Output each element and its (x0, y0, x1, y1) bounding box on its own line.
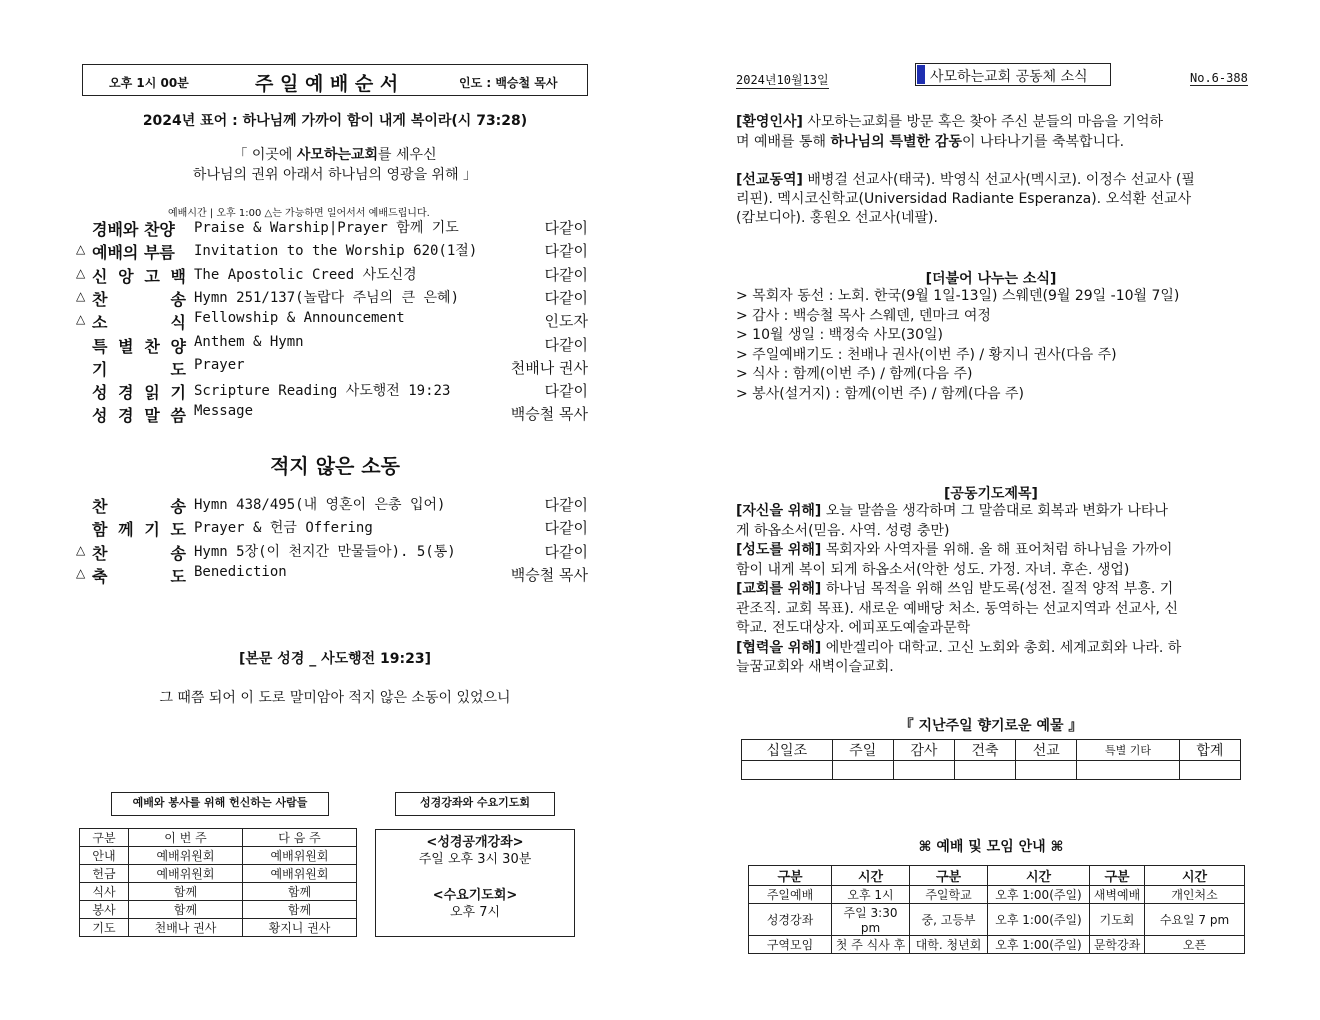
table-cell: 주일학교 (910, 886, 988, 904)
order-item (76, 517, 588, 539)
prayer-tag: [성도를 위해] (736, 542, 822, 558)
servants-header: 이 번 주 (129, 829, 243, 847)
order-item (76, 240, 588, 262)
order-item-detail: Message (194, 403, 254, 420)
order-item-label: 성 경 말 씀 (92, 406, 186, 426)
welcome-section: [환영인사] 사모하는교회를 방문 혹은 찾아 주신 분들의 마음을 기억하 며 예배를 통해 하나님의 특별한 감동이 나타나기를 축복합니다. (736, 114, 1164, 150)
order-item-detail: Benediction (194, 563, 287, 580)
order-item-label: 축 도 (92, 566, 186, 586)
table-cell: 오후 1:00(주일) (988, 904, 1090, 936)
order-item-leader: 다같이 (544, 382, 588, 401)
lecture-title: <성경공개강좌> (426, 835, 524, 850)
table-cell: 주일예배 (749, 886, 832, 904)
stand-marker-icon: △ (76, 312, 86, 327)
prayer-meeting-title: <수요기도회> (432, 888, 518, 903)
meetings-header: 구분 (1090, 866, 1145, 886)
table-cell: 함께 (129, 901, 243, 919)
meetings-header: 구분 (749, 866, 832, 886)
stand-marker-icon: △ (76, 288, 86, 303)
order-item-detail: Scripture Reading 사도행전 19:23 (194, 383, 451, 400)
order-item-detail: Prayer & 헌금 Offering (194, 520, 373, 537)
prayer-tag: [협력을 위해] (736, 639, 822, 656)
table-cell: 함께 (129, 883, 243, 901)
stand-marker-icon: △ (76, 542, 86, 557)
prayer-tag: [자신을 위해] (736, 503, 822, 519)
order-item (76, 541, 588, 563)
order-item-label: 예배의 부름 (92, 243, 175, 263)
list-item: > 목회자 동선 : 노회. 한국(9월 1일-13일) 스웨덴(9월 29일 -10월 7일) (736, 288, 1180, 304)
table-cell (893, 761, 954, 780)
table-cell: 함께 (243, 901, 357, 919)
offering-title: 『 지난주일 향기로운 예물 』 (899, 718, 1083, 734)
order-item-label: 특 별 찬 양 (92, 336, 186, 356)
meetings-header: 구분 (910, 866, 988, 886)
table-cell: 예배위원회 (243, 847, 357, 865)
order-item (76, 564, 588, 586)
offering-table (741, 739, 1241, 780)
table-cell (954, 761, 1015, 780)
table-cell: 새벽예배 (1090, 886, 1145, 904)
meetings-heading (736, 836, 1246, 856)
order-item-label: 찬 송 (92, 543, 186, 563)
service-note: 예배시간 | 오후 1:00 △는 가능하면 일어서서 예배드립니다. (168, 208, 430, 219)
order-item-detail: Hymn 438/495(내 영혼이 은총 입어) (194, 497, 446, 513)
prayer-item: [자신을 위해] 오늘 말씀을 생각하며 그 말씀대로 회복과 변화가 나타나 게 하옵소서(믿음. 사역. 성령 충만) (736, 503, 1168, 539)
order-item-label: 경배와 찬양 (92, 220, 175, 239)
servants-header: 다 음 주 (243, 829, 357, 847)
bible-study-title: 성경강좌와 수요기도회 (395, 792, 555, 816)
order-item-detail: Anthem & Hymn (194, 333, 304, 350)
order-item-label: 찬 송 (92, 497, 186, 516)
service-title: 주 일 예 배 순 서 (255, 73, 399, 95)
lecture-time: 주일 오후 3시 30분 (418, 852, 532, 867)
table-cell: 수요일 7 pm (1145, 904, 1245, 936)
meetings-deco-icon: ⌘ (1050, 839, 1064, 855)
order-item (76, 403, 588, 425)
order-item-leader: 다같이 (544, 335, 588, 354)
order-item-label: 함 께 기 도 (92, 520, 186, 540)
table-cell: 식사 (80, 883, 129, 901)
meetings-header: 시간 (832, 866, 910, 886)
table-cell: 주일 3:30 pm (832, 904, 910, 936)
order-item (76, 264, 588, 286)
bible-study-box (375, 829, 575, 937)
table-cell (742, 761, 833, 780)
order-item-leader: 다같이 (544, 265, 588, 284)
stand-marker-icon: △ (76, 565, 86, 580)
mission-section: [선교동역] 배병걸 선교사(태국). 박영식 선교사(멕시코). 이정수 선교사 (필 리핀). 멕시코신학교(Universidad Radiante Esperanza). 오석환 선교사 (캄보디아). 홍원오 선교사(네팔). (736, 172, 1195, 226)
year-motto: 2024년 표어 : 하나님께 가까이 함이 내게 복이라(시 73:28) (142, 113, 528, 129)
table-cell: 오후 1:00(주일) (988, 936, 1090, 954)
table-cell: 황지니 권사 (243, 919, 357, 937)
prayer-tag: [교회를 위해] (736, 581, 822, 597)
sermon-title: 적지 않은 소동 (270, 454, 400, 478)
prayer-title: [공동기도제목] (944, 486, 1038, 502)
table-cell: 함께 (243, 883, 357, 901)
stand-marker-icon: △ (76, 265, 86, 280)
order-item (76, 334, 588, 356)
order-item-detail: Fellowship & Announcement (194, 310, 405, 327)
prayer-meeting-time: 오후 7시 (449, 905, 501, 920)
service-time: 오후 1시 00분 (109, 76, 189, 90)
table-cell: 봉사 (80, 901, 129, 919)
table-cell: 천배나 권사 (129, 919, 243, 937)
meetings-header: 시간 (988, 866, 1090, 886)
table-cell: 개인처소 (1145, 886, 1245, 904)
table-cell: 기도 (80, 919, 129, 937)
table-cell (832, 761, 893, 780)
table-cell: 중, 고등부 (910, 904, 988, 936)
scripture-title: [본문 성경 _ 사도행전 19:23] (238, 651, 432, 667)
order-item-detail: Praise & Warship|Prayer 함께 기도 (194, 220, 459, 236)
stand-marker-icon: △ (76, 242, 86, 257)
order-item-label: 소 식 (92, 313, 186, 333)
prayer-item: [성도를 위해] 목회자와 사역자를 위해. 올 해 표어처럼 하나님을 가까이 함이 내게 복이 되게 하옵소서(악한 성도. 가정. 자녀. 후손. 생업) (736, 542, 1173, 578)
prayer-list (736, 502, 1246, 678)
order-item-leader: 다같이 (544, 519, 588, 538)
meetings-title: 예배 및 모임 안내 (936, 839, 1046, 855)
order-item (76, 380, 588, 402)
list-item: > 봉사(설거지) : 함께(이번 주) / 함께(다음 주) (736, 385, 1024, 402)
order-item (76, 494, 588, 516)
order-item-label: 찬 송 (92, 289, 186, 309)
order-item-leader: 천배나 권사 (510, 358, 588, 377)
order-item-detail: Hymn 251/137(놀랍다 주님의 큰 은혜) (194, 289, 460, 306)
order-item-leader: 다같이 (544, 496, 588, 514)
list-item: > 감사 : 백승철 목사 스웨덴, 덴마크 여정 (736, 307, 991, 324)
welcome-tag: [환영인사] (736, 114, 803, 130)
order-item-detail: Prayer (194, 356, 245, 373)
order-item-leader: 다같이 (544, 288, 588, 307)
order-item (76, 217, 588, 239)
bulletin-number: No.6-388 (1190, 71, 1248, 85)
dedication (82, 145, 588, 185)
list-item: > 10월 생일 : 백정숙 사모(30일) (736, 327, 943, 343)
offering-header: 건축 (954, 740, 1015, 761)
table-cell: 예배위원회 (243, 865, 357, 883)
order-item-leader: 다같이 (544, 242, 588, 261)
order-item-leader: 인도자 (544, 312, 588, 331)
prayer-item: [협력을 위해] 에반겔리아 대학교. 고신 노회와 총회. 세계교회와 나라. 하 늘꿈교회와 새벽이슬교회. (736, 639, 1182, 675)
news-header-title: 사모하는교회 공동체 소식 (930, 69, 1088, 85)
prayer-item: [교회를 위해] 하나님 목적을 위해 쓰임 받도록(성전. 질적 양적 부흥. 기 관조직. 교회 목표). 새로운 예배당 처소. 동역하는 선교지역과 선교사, 신 학교. 전도대상자. 에피포도예술과문학 (736, 581, 1178, 636)
order-item-detail: The Apostolic Creed 사도신경 (194, 266, 417, 283)
table-cell: 기도회 (1090, 904, 1145, 936)
service-header (82, 64, 588, 96)
scripture-text: 그 때쯤 되어 이 도로 말미암아 적지 않은 소동이 있었으니 (159, 690, 511, 706)
table-cell: 대학. 청년회 (910, 936, 988, 954)
offering-header: 선교 (1016, 740, 1077, 761)
table-cell (1016, 761, 1077, 780)
dedication-line2: 하나님의 권위 아래서 하나님의 영광을 위해 」 (192, 167, 478, 183)
offering-header: 주일 (832, 740, 893, 761)
table-cell: 성경강좌 (749, 904, 832, 936)
offering-header: 십일조 (742, 740, 833, 761)
order-item-detail: Hymn 5장(이 천지간 만물들아). 5(통) (194, 543, 456, 560)
table-cell: 안내 (80, 847, 129, 865)
service-leader: 인도 : 백승철 목사 (459, 76, 558, 90)
order-item-label: 성 경 읽 기 (92, 383, 186, 403)
table-cell: 예배위원회 (129, 847, 243, 865)
table-cell: 문학강좌 (1090, 936, 1145, 954)
order-item-detail: Invitation to the Worship 620(1절) (194, 243, 478, 260)
table-cell: 예배위원회 (129, 865, 243, 883)
servants-table (79, 828, 357, 937)
servants-header: 구분 (80, 829, 129, 847)
table-cell: 오후 1시 (832, 886, 910, 904)
table-cell: 헌금 (80, 865, 129, 883)
share-list (736, 287, 1246, 404)
order-item-leader: 백승철 목사 (510, 565, 588, 584)
mission-tag: [선교동역] (736, 172, 803, 188)
order-item-leader: 다같이 (544, 219, 588, 237)
order-item-leader: 백승철 목사 (510, 405, 588, 424)
news-header-accent (917, 65, 925, 84)
list-item: > 주일예배기도 : 천배나 권사(이번 주) / 황지니 권사(다음 주) (736, 346, 1117, 363)
order-item-leader: 다같이 (544, 542, 588, 561)
order-item-label: 기 도 (92, 359, 186, 379)
offering-header: 감사 (893, 740, 954, 761)
order-item (76, 310, 588, 332)
order-item (76, 287, 588, 309)
meetings-header: 시간 (1145, 866, 1245, 886)
table-cell: 구역모임 (749, 936, 832, 954)
order-item (76, 357, 588, 379)
meetings-deco-icon: ⌘ (918, 839, 932, 855)
news-header (915, 63, 1111, 86)
table-cell: 오후 1:00(주일) (988, 886, 1090, 904)
meetings-table (748, 865, 1245, 954)
table-cell: 오픈 (1145, 936, 1245, 954)
servants-title: 예배와 봉사를 위해 헌신하는 사람들 (111, 792, 329, 816)
order-item-label: 신 앙 고 백 (92, 266, 186, 286)
table-cell (1179, 761, 1240, 780)
table-cell: 첫 주 식사 후 (832, 936, 910, 954)
dedication-line1: 「 이곳에 사모하는교회를 세우신 (233, 147, 437, 163)
offering-header: 특별 기타 (1077, 740, 1179, 761)
table-cell (1077, 761, 1179, 780)
list-item: > 식사 : 함께(이번 주) / 함께(다음 주) (736, 366, 973, 382)
share-title: [더불어 나누는 소식] (925, 271, 1057, 287)
bulletin-date: 2024년10월13일 (736, 73, 829, 87)
offering-header: 합계 (1179, 740, 1240, 761)
